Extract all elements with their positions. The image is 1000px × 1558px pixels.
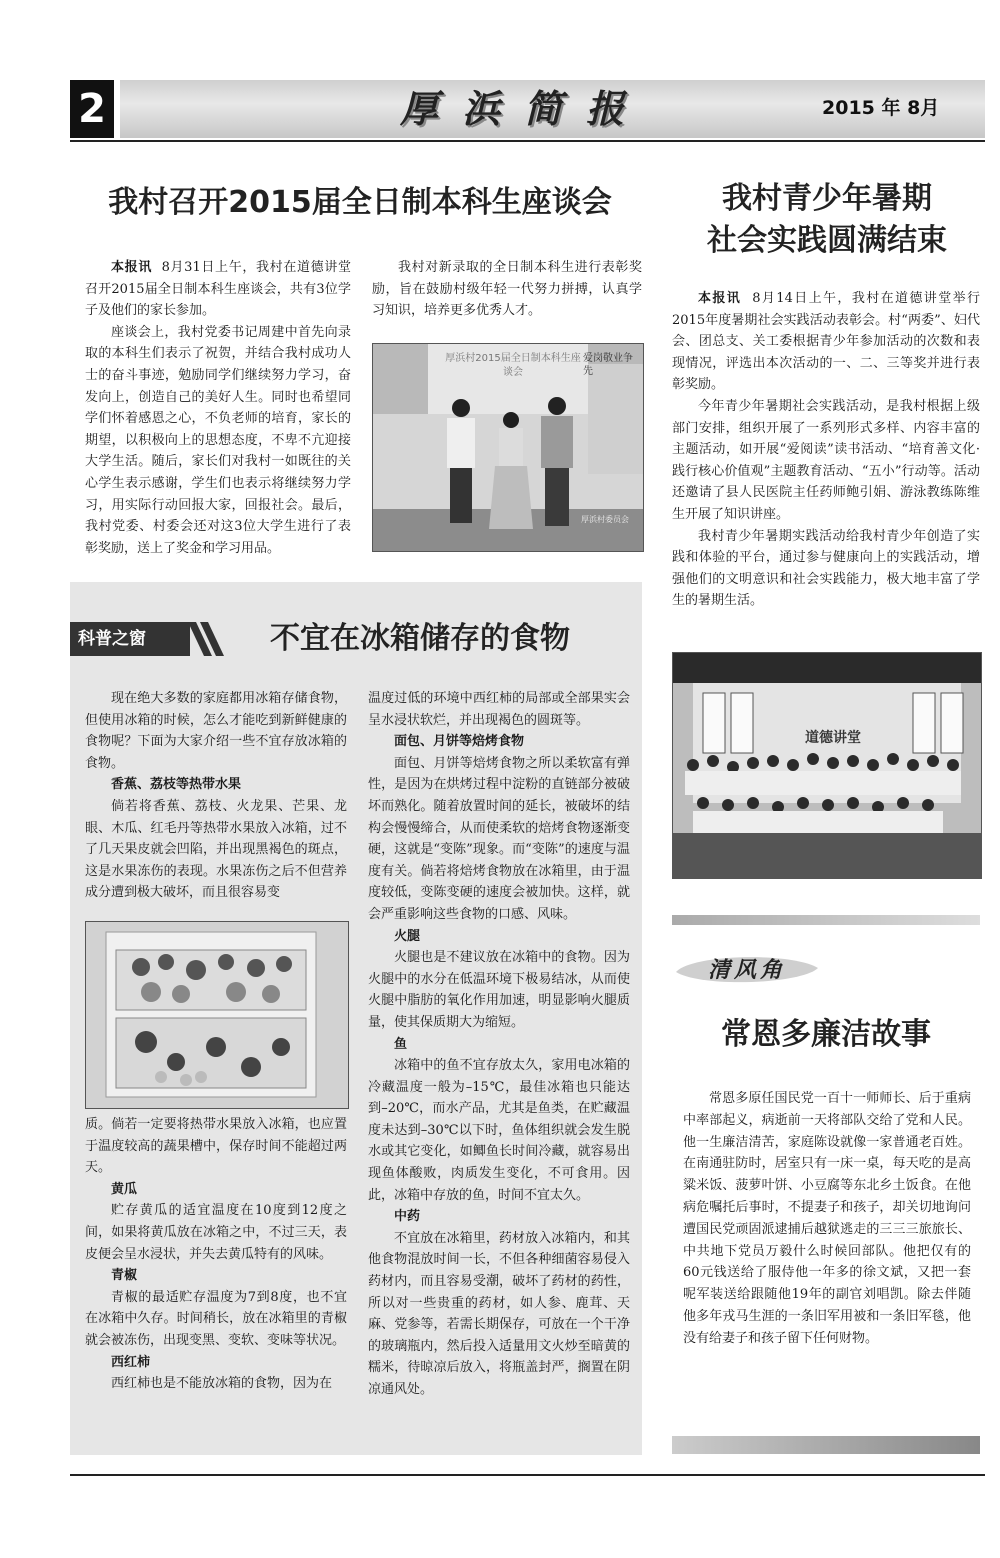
integrity-top-rule bbox=[672, 915, 980, 925]
integrity-paragraph: 常恩多原任国民党一百十一师师长、后于重病中率部起义，病逝前一天将部队交给了党和人民。他一生廉洁清苦，家庭陈设就像一家普通老百姓。在南通驻防时，居室只有一床一桌，每天吃的是高粱米饭、菠萝叶饼、小豆腐等东北乡土饭食。在他病危嘱托后事时，不提妻子和孩子，却关切地询问遭国民党顽固派逮捕后越狱逃走的三三三旅旅长、中共地下党员万毅什么时候回部队。他把仅有的60元钱送给了服侍他一年多的徐文斌，又把一套呢军装送给跟随他19年的副官刘唱凯。除去伴随他多年戎马生涯的一条旧军用被和一条旧军毯，他没有给妻子和孩子留下任何财物。 bbox=[683, 1091, 971, 1346]
article2-body bbox=[672, 288, 980, 612]
science-cucumber-text: 贮存黄瓜的适宜温度在10度到12度之间，如果将黄瓜放在冰箱之中，不过三天，表皮便会呈水浸状，并失去黄瓜特有的风味。 bbox=[85, 1203, 347, 1262]
article1-column-left bbox=[85, 257, 351, 559]
article2-title bbox=[672, 178, 982, 262]
science-fish-text: 冰箱中的鱼不宜存放太久，家用电冰箱的冷藏温度一般为–15℃，最佳冰箱也只能达到–20℃，而水产品，尤其是鱼类，在贮藏温度未达到–30℃以下时，鱼体组织就会发生脱水或其它变化，如鲫鱼长时间冷藏，就容易出现鱼体酸败，肉质发生变化，不可食用。因此，冰箱中存放的鱼，时间不宜太久。 bbox=[368, 1058, 630, 1203]
science-heading-bread: 面包、月饼等焙烤食物 bbox=[394, 734, 525, 750]
article1-photo-banner-right: 爱岗敬业争先 bbox=[583, 353, 633, 377]
article1-paragraph-2: 座谈会上，我村党委书记周建中首先向录取的本科生们表示了祝贺，并结合我村成功人士的奋斗事迹，勉励同学们继续努力学习，奋发向上，创造自己的美好人生。同时也希望同学们怀着感恩之心，不负老师的培育，家长的期望，以积极向上的思想态度，不卑不亢迎接大学生活。随后，家长们对我村一如既往的关心学生表示感谢，学生们也表示将继续努力学习，用实际行动回报大家，回报社会。最后，我村党委、村委会还对这3位大学生进行了表彰奖励，送上了奖金和学习用品。 bbox=[85, 324, 351, 556]
science-ham-text: 火腿也是不建议放在冰箱中的食物。因为火腿中的水分在低温环境下极易结冰，从而使火腿中脂肪的氧化作用加速，明显影响火腿质量，使其保质期大为缩短。 bbox=[368, 950, 630, 1030]
science-heading-cucumber: 黄瓜 bbox=[111, 1181, 138, 1197]
paper-name: 厚浜简报 bbox=[400, 86, 649, 131]
science-medicine-text: 不宜放在冰箱里，药材放入冰箱内，和其他食物混放时间一长，不但各种细菌容易侵入药材内，而且容易受潮，破坏了药材的药性，所以对一些贵重的药材，如人参、鹿茸、天麻、党参等，若需长期保存，可放在一个干净的玻璃瓶内，然后投入适量用文火炒至暗黄的糯米，待晾凉后放入，将瓶盖封严，搁置在阴凉通风处。 bbox=[368, 1230, 630, 1397]
science-heading-tropical: 香蕉、荔枝等热带水果 bbox=[111, 777, 242, 793]
science-column-left-lower bbox=[85, 1114, 347, 1395]
article1-lead: 本报讯 bbox=[111, 260, 152, 275]
science-fridge-photo bbox=[85, 921, 349, 1109]
article1-column-right bbox=[372, 257, 642, 322]
science-heading-ham: 火腿 bbox=[394, 928, 421, 944]
footer-rule bbox=[70, 1474, 985, 1476]
article2-title-line1: 我村青少年暑期 bbox=[722, 181, 932, 216]
article2-paragraph-1-text: 8月14日上午，我村在道德讲堂举行2015年度暑期社会实践活动表彰会。村“两委”、妇代会、团总支、关工委根据青少年参加活动的次数和表现情况，评选出本次活动的一、二、三等奖并进行表彰奖励。 bbox=[672, 291, 980, 393]
science-bread-text: 面包、月饼等焙烤食物之所以柔软富有弹性，是因为在烘烤过程中淀粉的直链部分被破坏而熟化。随着放置时间的延长，被破坏的结构会慢慢缔合，从而使柔软的焙烤食物逐渐变硬，这就是“变陈”现象。而“变陈”的速度与温度有关。倘若将焙烤食物放在冰箱里，由于温度较低，变陈变硬的速度会被加快。这样，就会严重影响这些食物的口感、风味。 bbox=[368, 755, 630, 922]
article2-photo-text: 道德讲堂 bbox=[805, 730, 861, 746]
integrity-body bbox=[683, 1088, 971, 1350]
science-column-left bbox=[85, 688, 347, 904]
science-heading-medicine: 中药 bbox=[394, 1209, 421, 1225]
article2-title-line2: 社会实践圆满结束 bbox=[707, 223, 947, 258]
integrity-tag bbox=[672, 950, 832, 990]
science-tomato-part2: 温度过低的环境中西红柿的局部或全部果实会呈水浸状软烂，并出现褐色的圆斑等。 bbox=[368, 691, 630, 728]
science-tag-slashes-icon bbox=[188, 622, 228, 656]
article2-paragraph-1 bbox=[672, 288, 980, 396]
science-heading-tomato: 西红柿 bbox=[111, 1354, 151, 1370]
science-tag-label: 科普之窗 bbox=[78, 629, 146, 649]
science-heading-pepper: 青椒 bbox=[111, 1268, 138, 1284]
article1-paragraph-3: 我村对新录取的全日制本科生进行表彰奖励，旨在鼓励村级年轻一代努力拼搏，认真学习知识，培养更多优秀人才。 bbox=[372, 260, 642, 319]
article1-title: 我村召开2015届全日制本科生座谈会 bbox=[108, 185, 612, 220]
integrity-bottom-rule bbox=[672, 1436, 980, 1454]
science-tag bbox=[70, 622, 220, 656]
article1-paragraph-1-text: 8月31日上午，我村在道德讲堂召开2015届全日制本科生座谈会，共有3位学子及他们的家长参加。 bbox=[85, 260, 351, 319]
article1-photo-caption: 厚浜村委员会 bbox=[581, 515, 629, 524]
science-column-right bbox=[368, 688, 630, 1401]
science-title: 不宜在冰箱储存的食物 bbox=[270, 621, 570, 656]
article2-paragraph-3: 我村青少年暑期实践活动给我村青少年创造了实践和体验的平台，通过参与健康向上的实践活动，增强他们的文明意识和社会实践能力，极大地丰富了学生的暑期生活。 bbox=[672, 528, 980, 609]
science-tropical-part2: 质。倘若一定要将热带水果放入冰箱，也应置于温度较高的蔬果槽中，保存时间不能超过两天。 bbox=[85, 1117, 347, 1176]
masthead-rule bbox=[70, 140, 985, 142]
science-intro: 现在绝大多数的家庭都用冰箱存储食物，但使用冰箱的时候，怎么才能吃到新鲜健康的食物呢？下面为大家介绍一些不宜存放冰箱的食物。 bbox=[85, 691, 347, 771]
science-pepper-text: 青椒的最适贮存温度为7到8度，也不宜在冰箱中久存。时间稍长，放在冰箱里的青椒就会被冻伤，出现变黑、变软、变味等状况。 bbox=[85, 1289, 347, 1348]
article1-photo bbox=[372, 343, 644, 552]
science-heading-fish: 鱼 bbox=[394, 1036, 408, 1052]
science-tomato-part1: 西红柿也是不能放冰箱的食物，因为在 bbox=[111, 1376, 333, 1392]
integrity-tag-label: 清风角 bbox=[707, 957, 786, 983]
page-number: 2 bbox=[78, 86, 106, 132]
science-tropical-part1: 倘若将香蕉、荔枝、火龙果、芒果、龙眼、木瓜、红毛丹等热带水果放入冰箱，过不了几天果皮就会凹陷，并出现黑褐色的斑点，这是水果冻伤的表现。水果冻伤之后不但营养成分遭到极大破坏，而且很容易变 bbox=[85, 798, 347, 901]
article1-photo-banner: 厚浜村2015届全日制本科生座谈会 bbox=[445, 353, 581, 378]
article2-paragraph-2: 今年青少年暑期社会实践活动，是我村根据上级部门安排，组织开展了一系列形式多样、内容丰富的主题活动，如开展“爱阅读”读书活动、“培育善文化·践行核心价值观”主题教育活动、“五小”行动等。活动还邀请了县人民医院主任药师鲍引娟、游泳教练陈维生开展了知识讲座。 bbox=[672, 398, 980, 522]
article2-lead: 本报讯 bbox=[698, 291, 742, 306]
integrity-title: 常恩多廉洁故事 bbox=[721, 1017, 931, 1052]
masthead bbox=[70, 80, 985, 138]
article1-paragraph-1 bbox=[85, 257, 351, 322]
issue-date: 2015 年 8月 bbox=[822, 97, 940, 119]
article2-photo bbox=[672, 652, 982, 879]
